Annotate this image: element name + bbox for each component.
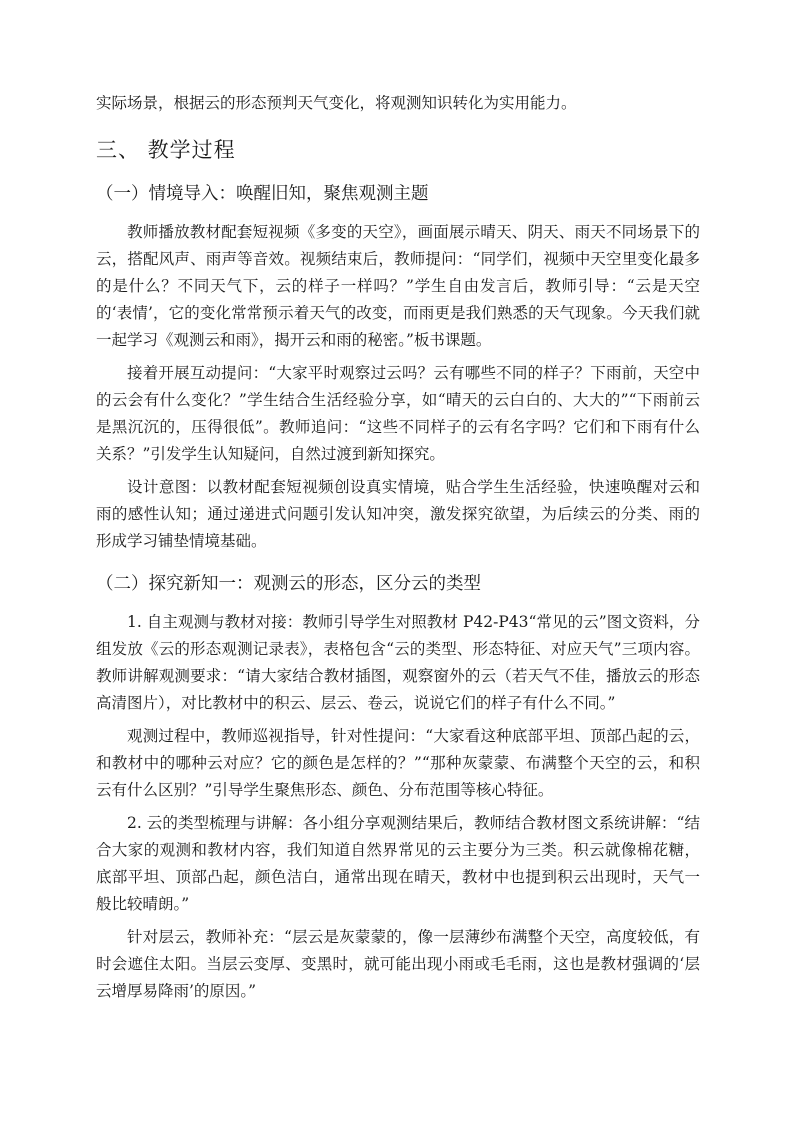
paragraph-teacher-guidance: 观测过程中，教师巡视指导，针对性提问：“大家看这种底部平坦、顶部凸起的云，和教材中的哪种云对应？它的颜色是怎样的？”“那种灰蒙蒙、布满整个天空的云，和积云有什么区别？”引导学生聚焦形态、颜色、分布范围等核心特征。 <box>96 727 700 799</box>
paragraph-design-intent: 设计意图：以教材配套短视频创设真实情境，贴合学生生活经验，快速唤醒对云和雨的感性认知；通过递进式问题引发认知冲突，激发探究欲望，为后续云的分类、雨的形成学习铺垫情境基础。 <box>96 478 700 550</box>
document-content <box>96 90 700 1005</box>
paragraph-stratus-explanation: 针对层云，教师补充：“层云是灰蒙蒙的，像一层薄纱布满整个天空，高度较低，有时会遮住太阳。当层云变厚、变黑时，就可能出现小雨或毛毛雨，这也是教材强调的‘层云增厚易降雨’的原因。” <box>96 928 700 1000</box>
subheading-explore-cloud-types: （二）探究新知一：观测云的形态，区分云的类型 <box>96 574 481 594</box>
paragraph-intro-continuation: 实际场景，根据云的形态预判天气变化，将观测知识转化为实用能力。 <box>96 94 577 112</box>
paragraph-cloud-types-explanation: 2. 云的类型梳理与讲解：各小组分享观测结果后，教师结合教材图文系统讲解：“结合大家的观测和教材内容，我们知道自然界常见的云主要分为三类。积云就像棉花糖，底部平坦、顶部凸起，颜色洁白，通常出现在晴天，教材中也提到积云出现时，天气一般比较晴朗。” <box>96 814 700 913</box>
paragraph-self-observation: 1. 自主观测与教材对接：教师引导学生对照教材 P42-P43“常见的云”图文资料，分组发放《云的形态观测记录表》，表格包含“云的类型、形态特征、对应天气”三项内容。教师讲解观测要求：“请大家结合教材插图，观察窗外的云（若天气不佳，播放云的形态高清图片），对比教材中的积云、层云、卷云，说说它们的样子有什么不同。” <box>96 613 700 712</box>
subheading-situation-intro: （一）情境导入：唤醒旧知，聚焦观测主题 <box>96 184 429 204</box>
paragraph-video-intro: 教师播放教材配套短视频《多变的天空》，画面展示晴天、阴天、雨天不同场景下的云，搭配风声、雨声等音效。视频结束后，教师提问：“同学们，视频中天空里变化最多的是什么？不同天气下，云的样子一样吗？”学生自由发言后，教师引导：“云是天空的‘表情’，它的变化常常预示着天气的改变，而雨更是我们熟悉的天气现象。今天我们就一起学习《观测云和雨》，揭开云和雨的秘密。”板书课题。 <box>96 223 700 349</box>
section-heading-teaching-process: 三、 教学过程 <box>96 138 236 162</box>
paragraph-interactive-questions: 接着开展互动提问：“大家平时观察过云吗？云有哪些不同的样子？下雨前，天空中的云会有什么变化？”学生结合生活经验分享，如“晴天的云白白的、大大的”“下雨前云是黑沉沉的，压得很低”。教师追问：“这些不同样子的云有名字吗？它们和下雨有什么关系？”引发学生认知疑问，自然过渡到新知探究。 <box>96 364 700 463</box>
